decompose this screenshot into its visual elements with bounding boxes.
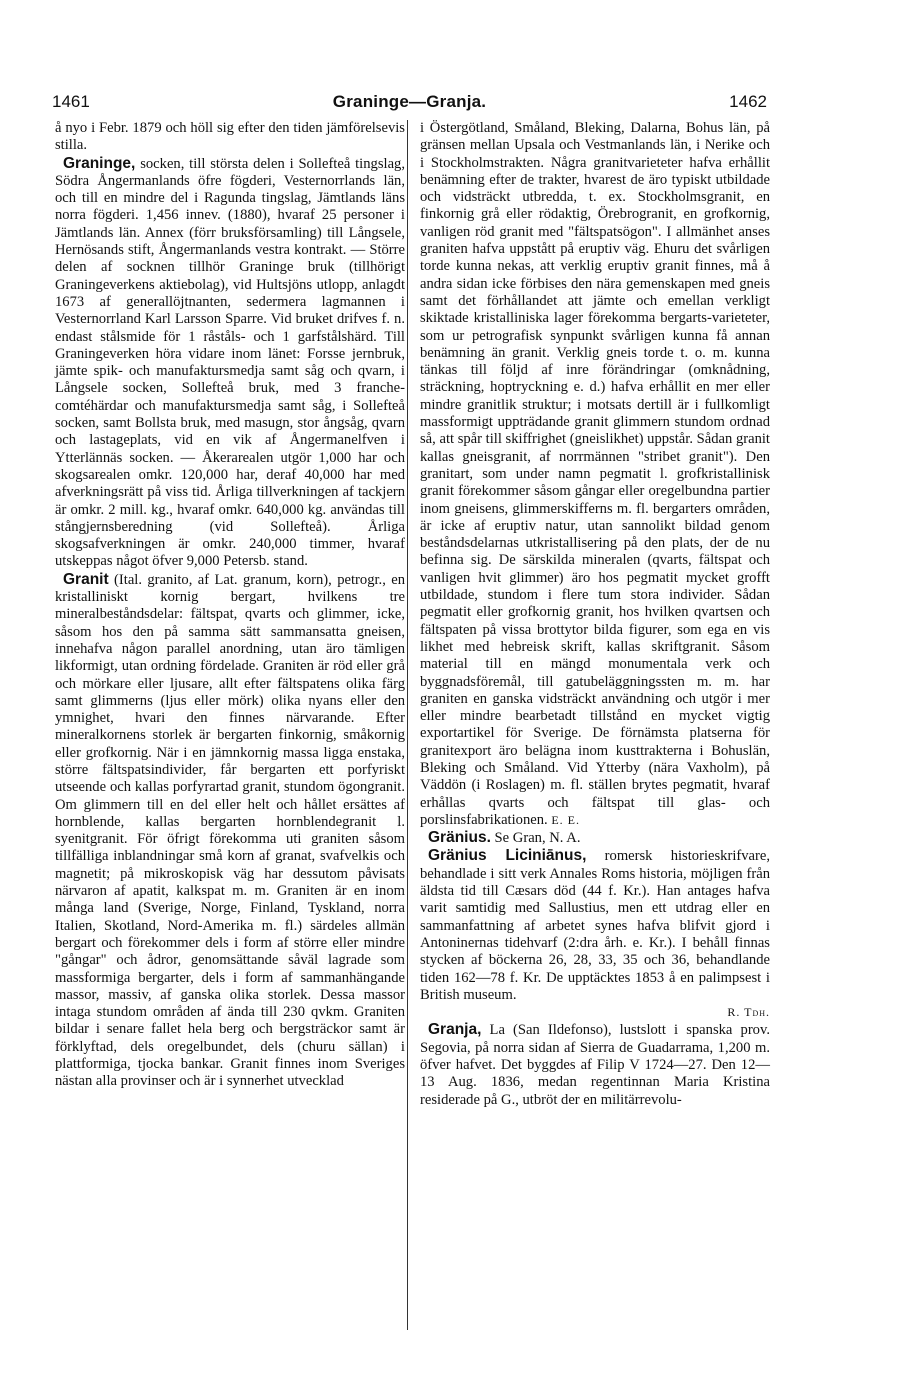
entry-graninge <box>55 155 405 571</box>
entry-headword: Granja, <box>428 1021 482 1039</box>
entry-text: socken, till största delen i Sollefteå tingslag, Södra Ångermanlands öfre fögderi, Vesternorrlands län, och till en mindre del i Ragunda tingslag, Jämtlands läns norra fögderi. 1,456 innev. (1880), hvaraf 25 personer i Jämtlands län. Annex (förr bruksförsamling) till Långsele, Hernösands stift, Ångermanlands vestra kontrakt. — Större delen af socknen tillhör Graninge bruk (tillhörigt Graningeverkens aktiebolag), vid Hultsjöns utlopp, anlagdt 1673 af generallöjtnanten, sedermera lagmannen i Vesternorrland Karl Larsson Sparre. Vid bruket drifves f. n. endast stålsmide för 1 råståls- och 1 garfstålshärd. Till Graningeverken höra vidare inom länet: Forsse jernbruk, jämte spik- och manufaktursmedja samt såg och qvarn, i Långsele socken, Sollefteå bruk, med 3 franche-comtéhärdar och manufaktursmedja samt såg, i Sollefteå socken, samt Bollsta bruk, med masugn, stor ångsåg, qvarn och lastageplats, vid en vik af Ångermanelfven i Ytterlännäs socken. — Åkerarealen utgör 1,000 har och skogsarealen omkr. 120,000 har, deraf 40,000 har med afverkningsrätt på viss tid. Årliga tillverkningen af tackjern är omkr. 2 mill. kg., hvaraf omkr. 640,000 kg. användas till stångjernsberedning (vid Sollefteå). Årliga skogsafverkningen är omkr. 240,000 timmer, hvaraf utskeppas något öfver 9,000 Petersb. stand. <box>55 155 405 570</box>
continuation-paragraph <box>420 120 770 829</box>
right-page-number: 1462 <box>729 92 767 111</box>
entry-headword: Graninge, <box>63 154 136 172</box>
author-signature: R. Tdh. <box>727 1005 770 1020</box>
right-column <box>420 120 770 1109</box>
running-title: Graninge—Granja. <box>332 92 487 111</box>
entry-granja <box>420 1021 770 1108</box>
left-page-number: 1461 <box>52 92 90 111</box>
author-signature: E. E. <box>551 812 580 827</box>
entry-headword: Granit <box>63 570 109 588</box>
entry-granit <box>55 571 405 1091</box>
entry-text: Se Gran, N. A. <box>494 830 581 847</box>
entry-text: La (San Ildefonso), lustslott i spanska prov. Segovia, på norra sidan af Sierra de Guadarrama, 1,200 m. öfver hafvet. Det byggdes af Filip V 1724—27. Den 12—13 Aug. 1836, medan regentinnan Maria Kristina residerade på G., utbröt der en militärrevolu- <box>420 1022 770 1108</box>
left-column <box>55 120 405 1091</box>
entry-headword: Gränius. <box>428 829 491 847</box>
continuation-paragraph: å nyo i Febr. 1879 och höll sig efter den tiden jämförelsevis stilla. <box>55 120 405 154</box>
column-divider <box>407 120 408 1330</box>
entry-text: romersk historieskrifvare, behandlade i sitt verk Annales Roms historia, möjligen från äldsta tid till Cæsars död (44 f. Kr.). Han antages hafva varit samtidig med Sallustius, men ett utdrag eller en sammanfattning af arbetet synes hafva blifvit gjord i Antoninernas tidehvarf (2:dra årh. e. Kr.). I behåll finnas stycken af böckerna 26, 28, 33, 35 och 36, behandlande tiden 162—78 f. Kr. De upptäcktes 1853 å en palimpsest i British museum. <box>420 848 770 1003</box>
entry-headword: Gränius Liciniānus, <box>428 847 587 865</box>
entry-text: (Ital. granito, af Lat. granum, korn), petrogr., en kristalliniskt kornig bergart, hvilkens tre mineralbeståndsdelar: fältspat, qvarts och glimmer, icke, såsom hos den på samma sätt sammansatta gneisen, innehafva någon parallel anordning, utan äro tämligen likformigt, utan ordning fördelade. Graniten är röd eller grå och mörkare eller ljusare, allt efter fältspatens olika färg samt glimmerns (ljus eller mörk) olika nyans eller den ymnighet, hvari den finnes närvarande. Efter mineralkornens storlek är bergarten finkornig, småkornig eller grofkornig. När i en jämnkornig massa ligga enstaka, större fältspatsindivider, får bergarten ett porfyriskt utseende och kallas porfyrartad granit, stundom ögongranit. Om glimmern till en del eller helt och hållet ersättes af hornblende, kallas bergarten hornblendegranit l. syenitgranit. För öfrigt förekomma uti graniten såsom tillfälliga inblandningar små korn af granat, svafvelkis och magnetit; på mikroskopisk väg har dessutom påvisats närvaron af apatit, kalkspat m. m. Graniten är en inom många land (Sverige, Norge, Finland, Tyskland, norra Italien, Skotland, Nord-Amerika m. fl.) särdeles allmän bergart och förekommer dels i form af större eller mindre "gångar" och ådror, genomsättande såväl lagrade som massformiga bergarter, dels i form af sammanhängande massor, massiv, af ganska olika storlek. Dessa massor intaga stundom områden af ända till 230 qvkm. Graniten bildar i senare fallet hela berg och bergsträckor samt är förklyftad, dels oregelbundet, dels (churu sällan) i plattformiga, tjocka bankar. Granit finnes inom Sveriges nästan alla provinser och är i synnerhet utvecklad <box>55 571 405 1090</box>
entry-granius <box>420 829 770 847</box>
entry-granius-licinianus <box>420 847 770 1004</box>
page-header <box>52 92 767 118</box>
entry-text: i Östergötland, Småland, Bleking, Dalarna, Bohus län, på gränsen mellan Upsala och Vestmanlands län, i Nerike och i Stockholmstrakten. Några granitvarieteter hafva erhållit benämning efter de trakter, hvarest de äro typiskt utbildade och vidsträckt utbredda, t. ex. Stockholmsgranit, en finkornig grå eller rödaktig, Örebrogranit, en grofkornig, vanligen röd granit med "fältspatsögon". I allmänhet anses graniten hafva uppstått på eruptiv väg. Ehuru det svårligen torde kunna nekas, att verklig eruptiv granit finnes, må å andra sidan icke förbises den nära gemenskapen med gneis samt det förhållandet att jämte och emellan verkligt skiktade kristalliniska lager förekomma bergarts-varieteter, som ur petrografisk synpunkt svårligen kunna få annan benämning än granit. Verklig gneis torde t. o. m. kunna tänkas till följd af inre förändringar (omknådning, sträckning, hoptryckning e. d.) hafva erhållit en mer eller mindre granitlik struktur; i motsats dertill är i fullkomligt massformigt uppträdande granit glimmern stundom ordnad så, att spår till skiffrighet (gneislikhet) uppstår. Sådan granit kallas gneisgranit, af norrmännen "stribet granit"). Den granitart, som under namn pegmatit l. grofkristallinisk granit förekommer såsom gångar eller oregelbundna partier inom gneisens, glimmerskifferns m. fl. bergarters områden, är icke af eruptiv natur, utan sannolikt bildad genom beståndsdelarnas utkristallisering på den plats, der de nu befinna sig. De särskilda mineralen (qvarts, fältspat och vanligen hvit glimmer) äro hos pegmatit mycket grofft utbildade, stundom i flere tum stora individer. Sådan pegmatit eller grofkornig granit, hos hvilken qvartsen och fältspaten på vissa brottytor bilda figurer, som ega en vis likhet med hebreisk skrift, kallas skriftgranit. Såsom material till en mängd monumentala verk och byggnadsföremål, till gatubeläggningssten m. m. har graniten en ganska vidsträckt användning och utgör i mer eller mindre bearbetadt tillstånd en mycket vigtig exportartikel för Sverige. De förnämsta platserna för granitexport äro belägna inom kusttrakterna i Bohuslän, Bleking och Småland. Vid Ytterby (nära Vaxholm), på Väddön (i Roslagen) m. fl. ställen brytes pegmatit, hvaraf erhållas qvarts och fältspat till glas- och porslinsfabrikationen. <box>420 120 770 828</box>
